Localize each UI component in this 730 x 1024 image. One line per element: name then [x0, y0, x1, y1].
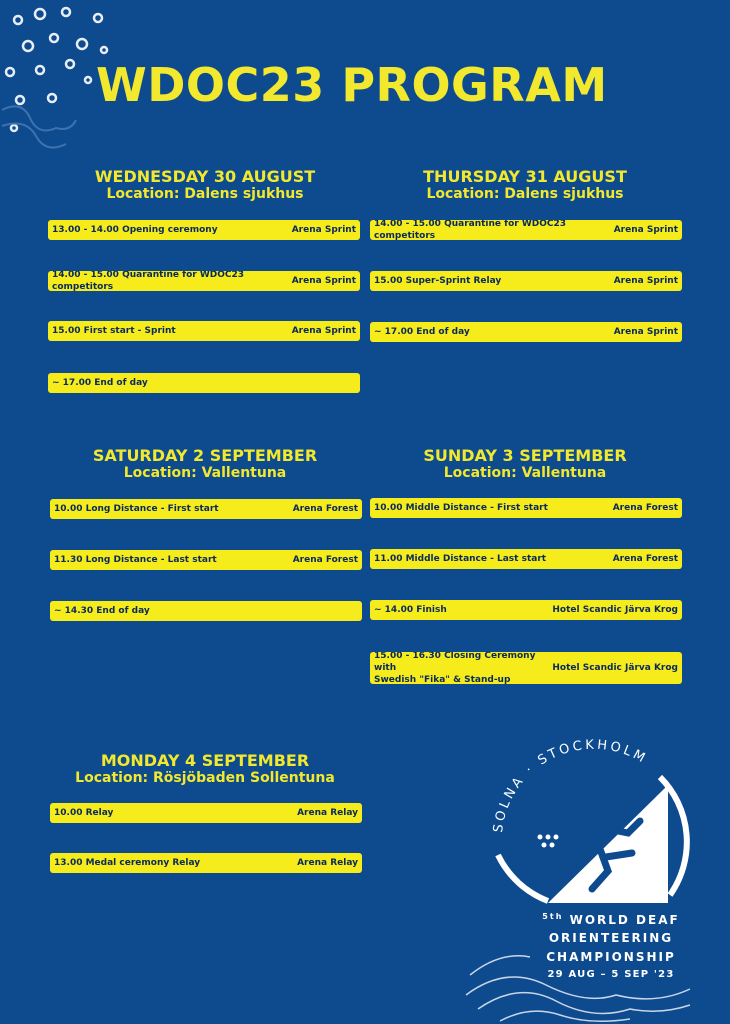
- day-heading-sunday: [370, 447, 680, 481]
- logo-edition: 5th: [542, 912, 564, 921]
- event-bar: [50, 601, 362, 621]
- event-text: ~ 14.00 Finish: [374, 605, 447, 615]
- logo-line2: ORIENTEERING: [548, 931, 674, 945]
- event-bar: [50, 499, 362, 519]
- event-bar: [370, 322, 682, 342]
- logo-arc-text: SOLNA · STOCKHOLM: [490, 737, 650, 834]
- day-name: THURSDAY 31 AUGUST: [423, 167, 627, 186]
- event-bar: [370, 600, 682, 620]
- event-place: Hotel Scandic Järva Krog: [552, 663, 678, 673]
- event-bar: [370, 549, 682, 569]
- event-bar: [370, 498, 682, 518]
- page-title: WDOC23 PROGRAM: [96, 58, 608, 112]
- day-location: Location: Vallentuna: [443, 465, 607, 481]
- svg-text:SOLNA · STOCKHOLM: [491, 738, 650, 834]
- event-bar: [48, 321, 360, 341]
- event-text: 10.00 Middle Distance - First start: [374, 503, 548, 513]
- day-name: MONDAY 4 SEPTEMBER: [100, 751, 310, 770]
- day-location: Location: Vallentuna: [123, 465, 287, 481]
- event-place: Arena Relay: [297, 808, 358, 818]
- day-name: WEDNESDAY 30 AUGUST: [94, 167, 316, 186]
- event-bar: [370, 220, 682, 240]
- event-text: 14.00 - 15.00 Quarantine for WDOC23 competitors: [374, 220, 567, 240]
- event-text: ~ 17.00 End of day: [374, 327, 470, 337]
- event-text: 15.00 Super-Sprint Relay: [374, 276, 502, 286]
- event-text: ~ 17.00 End of day: [52, 378, 148, 388]
- event-bar: [48, 271, 360, 291]
- event-place: Arena Relay: [297, 858, 358, 868]
- day-location: Location: Dalens sjukhus: [426, 186, 624, 202]
- event-text: 11.00 Middle Distance - Last start: [374, 554, 547, 564]
- day-name: SUNDAY 3 SEPTEMBER: [423, 446, 627, 465]
- day-heading-thursday: [370, 168, 680, 202]
- logo-line1-text: WORLD DEAF: [569, 913, 680, 927]
- day-heading-wednesday: [50, 168, 360, 202]
- event-text: 13.00 Medal ceremony Relay: [54, 858, 201, 868]
- event-text: 11.30 Long Distance - Last start: [54, 555, 217, 565]
- event-bar: [50, 550, 362, 570]
- day-heading-monday: [50, 752, 360, 786]
- event-place: Arena Forest: [612, 554, 678, 564]
- event-text: 10.00 Long Distance - First start: [54, 504, 219, 514]
- logo-dates: 29 AUG – 5 SEP '23: [547, 969, 675, 980]
- event-place: Arena Sprint: [613, 225, 678, 235]
- event-text: 14.00 - 15.00 Quarantine for WDOC23 competitors: [52, 271, 245, 291]
- event-place: Arena Forest: [292, 555, 358, 565]
- event-place: Arena Sprint: [613, 327, 678, 337]
- event-bar: [48, 220, 360, 240]
- event-bar: [370, 271, 682, 291]
- logo-line1: [536, 912, 686, 927]
- event-text: 15.00 - 16.30 Closing Ceremony with Swedish "Fika" & Stand-up: [374, 652, 536, 684]
- day-location: Location: Dalens sjukhus: [106, 186, 304, 202]
- event-bar: [50, 803, 362, 823]
- event-bar: [50, 853, 362, 873]
- event-bar: [370, 652, 682, 684]
- day-name: SATURDAY 2 SEPTEMBER: [92, 446, 318, 465]
- logo-line3: CHAMPIONSHIP: [546, 950, 676, 964]
- event-text: 13.00 - 14.00 Opening ceremony: [52, 225, 218, 235]
- event-text: 10.00 Relay: [54, 808, 114, 818]
- event-place: Arena Forest: [292, 504, 358, 514]
- event-place: Hotel Scandic Järva Krog: [552, 605, 678, 615]
- event-place: Arena Forest: [612, 503, 678, 513]
- event-place: Arena Sprint: [613, 276, 678, 286]
- event-place: Arena Sprint: [291, 276, 356, 286]
- event-bar: [48, 373, 360, 393]
- event-place: Arena Sprint: [291, 326, 356, 336]
- day-location: Location: Rösjöbaden Sollentuna: [75, 770, 335, 786]
- day-heading-saturday: [50, 447, 360, 481]
- event-text: 15.00 First start - Sprint: [52, 326, 176, 336]
- event-text: ~ 14.30 End of day: [54, 606, 150, 616]
- event-place: Arena Sprint: [291, 225, 356, 235]
